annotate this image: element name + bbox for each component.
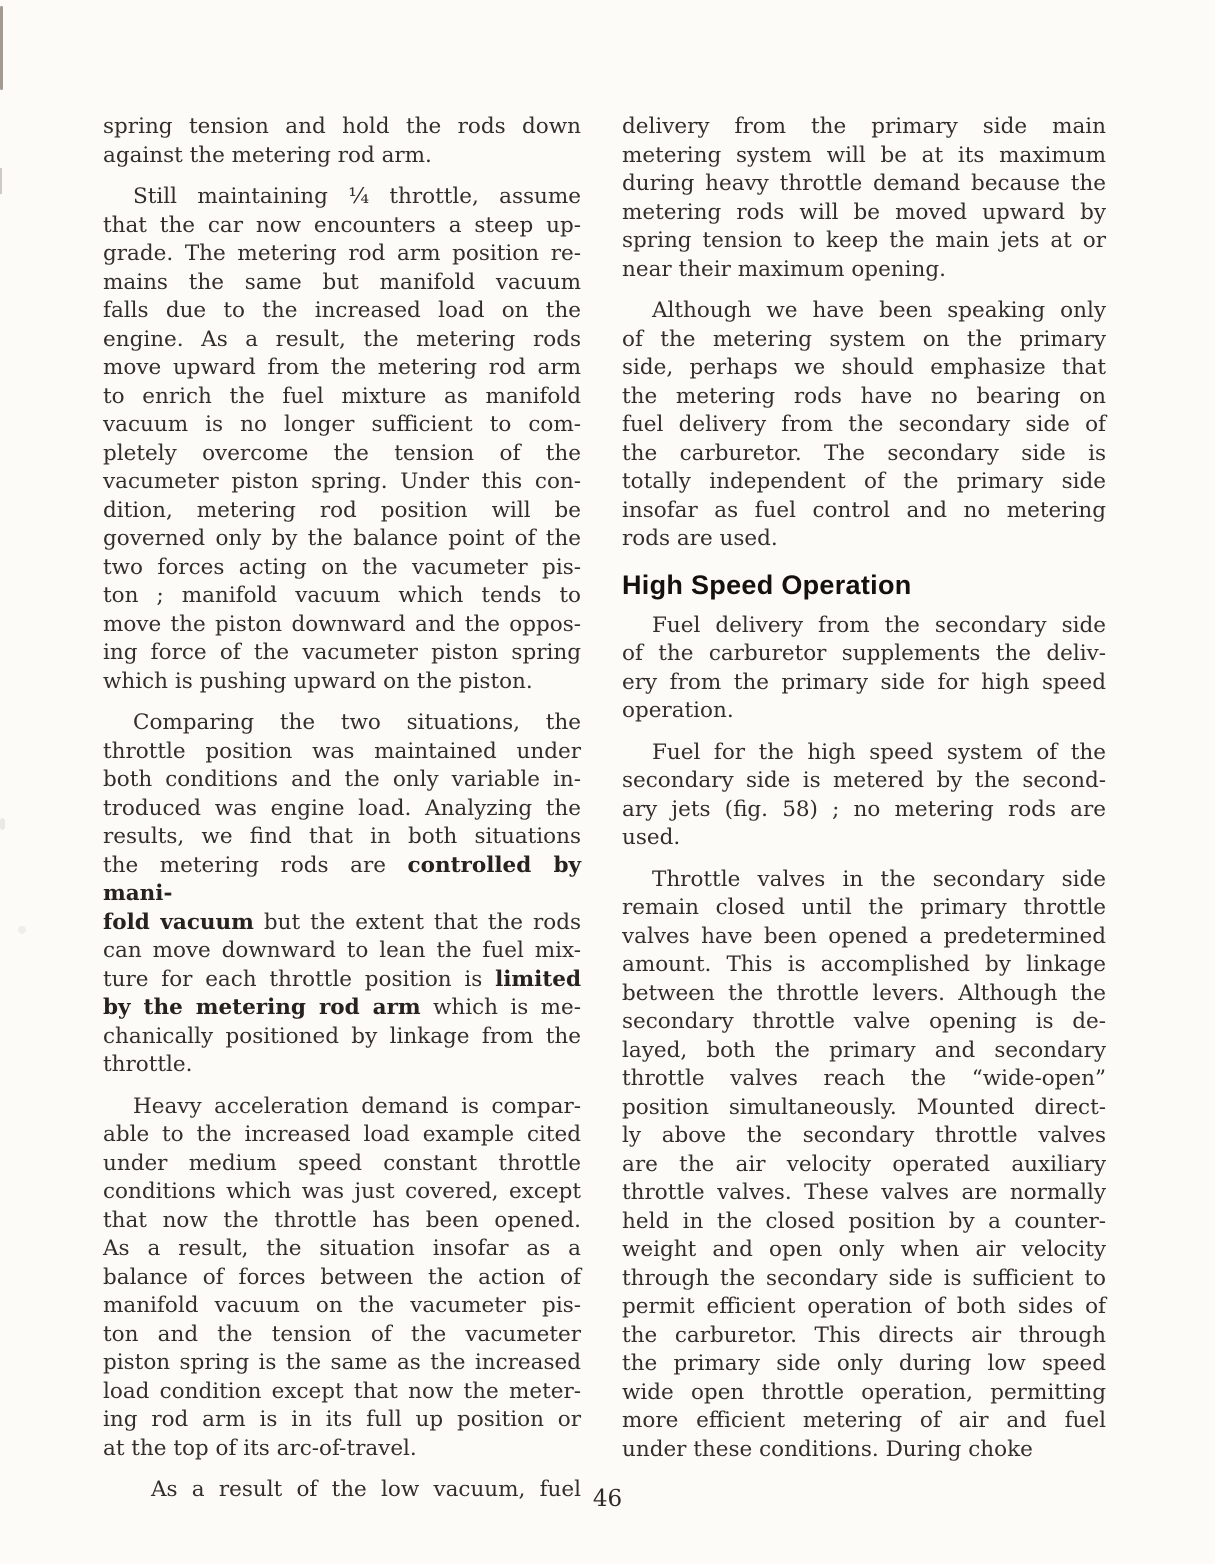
text-line: Fuel for the high speed system of the (652, 739, 1106, 765)
scan-edge-artifact (0, 168, 2, 194)
text-line: Heavy acceleration demand is compar- (133, 1093, 581, 1119)
text-line: which is pushing upward on the piston. (103, 668, 533, 694)
text-line: used. (622, 825, 681, 850)
bold-text: controlled by mani- (103, 852, 581, 906)
text-line: Although we have been speaking only (652, 298, 1106, 323)
text-line: throttle position was maintained under (103, 738, 581, 764)
text-line: the carburetor. This directs air through (622, 1322, 1106, 1348)
paragraph (622, 866, 1106, 1465)
text-line: by the metering rod arm which is me- (103, 995, 581, 1020)
text-line: piston spring is the same as the increased (103, 1350, 581, 1375)
text-line: totally independent of the primary side (622, 469, 1106, 494)
text-line: spring tension and hold the rods down (103, 114, 581, 139)
text-line: fold vacuum but the extent that the rods (103, 909, 581, 935)
text-line: Fuel delivery from the secondary side (652, 612, 1106, 638)
text-line: that the car now encounters a steep up- (103, 212, 581, 238)
text-line: the primary side only during low speed (622, 1351, 1106, 1376)
text-line: both conditions and the only variable in- (103, 767, 581, 792)
text-line: side, perhaps we should emphasize that (622, 355, 1106, 380)
bold-text: by the metering rod arm (103, 995, 421, 1020)
text-line: insofar as fuel control and no metering (622, 497, 1106, 523)
text-line: ary jets (fig. 58) ; no metering rods are (622, 796, 1106, 822)
text-line: chanically positioned by linkage from the (103, 1023, 581, 1049)
text-line: As a result of the low vacuum, fuel (151, 1477, 581, 1502)
text-line: spring tension to keep the main jets at or (622, 228, 1106, 253)
text-line: ture for each throttle position is limited (103, 966, 581, 992)
right-text-column (622, 113, 1106, 1477)
left-text-column (103, 113, 581, 1518)
text-line: ing rod arm is in its full up position or (103, 1407, 581, 1432)
text-line: during heavy throttle demand because the (622, 171, 1106, 196)
text-line: more efficient metering of air and fuel (622, 1408, 1106, 1433)
paragraph (103, 113, 581, 170)
text-line: ton ; manifold vacuum which tends to (103, 583, 581, 608)
text-line: Throttle valves in the secondary side (652, 866, 1106, 892)
paragraph (622, 612, 1106, 726)
text-line: fuel delivery from the secondary side of (622, 412, 1106, 437)
text-line: delivery from the primary side main (622, 114, 1106, 139)
text-line: rods are used. (622, 526, 778, 551)
page-number: 46 (592, 1486, 623, 1512)
text-line: held in the closed position by a counter- (622, 1208, 1106, 1234)
text-line: ly above the secondary throttle valves (622, 1123, 1106, 1148)
text-line: between the throttle levers. Although the (622, 980, 1106, 1006)
text-line: vacuum is no longer sufficient to com- (103, 412, 581, 437)
text-line: of the carburetor supplements the deliv- (622, 641, 1106, 666)
text-line: remain closed until the primary throttle (622, 895, 1106, 920)
text-line: Comparing the two situations, the (133, 710, 581, 735)
text-line: throttle valves. These valves are normally (622, 1180, 1106, 1205)
text-line: vacumeter piston spring. Under this con- (103, 469, 581, 494)
text-line: throttle. (103, 1052, 193, 1077)
paragraph (622, 113, 1106, 284)
text-line: permit efficient operation of both sides of (622, 1294, 1106, 1319)
text-line: wide open throttle operation, permitting (622, 1379, 1106, 1405)
text-line: position simultaneously. Mounted direct- (622, 1094, 1106, 1120)
bold-text: fold vacuum (103, 909, 254, 935)
paragraph (622, 297, 1106, 554)
text-line: ton and the tension of the vacumeter (103, 1321, 581, 1347)
text-line: secondary side is metered by the second- (622, 768, 1106, 793)
text-line: results, we find that in both situations (103, 824, 581, 849)
text-line: Still maintaining ¼ throttle, assume (133, 184, 581, 209)
bold-text: limited (495, 966, 581, 992)
text-line: metering rods will be moved upward by (622, 199, 1106, 225)
text-line: of the metering system on the primary (622, 326, 1106, 352)
text-line: secondary throttle valve opening is de- (622, 1009, 1106, 1034)
text-line: As a result, the situation insofar as a (103, 1236, 581, 1261)
text-line: at the top of its arc-of-travel. (103, 1435, 417, 1461)
text-line: troduced was engine load. Analyzing the (103, 795, 581, 821)
text-line: load condition except that now the meter- (103, 1378, 581, 1404)
text-line: through the secondary side is sufficient to (622, 1265, 1106, 1291)
text-line: grade. The metering rod arm position re- (103, 241, 581, 266)
text-line: governed only by the balance point of the (103, 526, 581, 551)
text-line: mains the same but manifold vacuum (103, 269, 581, 295)
text-line: layed, both the primary and secondary (622, 1037, 1106, 1063)
text-line: amount. This is accomplished by linkage (622, 952, 1106, 977)
text-line: weight and open only when air velocity (622, 1237, 1106, 1262)
paragraph (103, 1093, 581, 1464)
text-line: the carburetor. The secondary side is (622, 440, 1106, 466)
text-line: move upward from the metering rod arm (103, 355, 581, 380)
text-line: can move downward to lean the fuel mix- (103, 938, 581, 963)
text-line: ing force of the vacumeter piston spring (103, 640, 581, 665)
scan-edge-artifact (0, 6, 3, 90)
section-heading: High Speed Operation (622, 569, 912, 600)
text-line: engine. As a result, the metering rods (103, 326, 581, 352)
scan-edge-artifact (18, 926, 26, 934)
scan-edge-artifact (0, 818, 5, 830)
text-line: are the air velocity operated auxiliary (622, 1151, 1106, 1177)
paragraph (103, 183, 581, 696)
text-line: balance of forces between the action of (103, 1264, 581, 1290)
text-line: under medium speed constant throttle (103, 1150, 581, 1176)
text-line: throttle valves reach the “wide-open” (622, 1066, 1106, 1091)
text-line: the metering rods have no bearing on (622, 383, 1106, 409)
text-line: under these conditions. During choke (622, 1436, 1033, 1462)
text-line: ery from the primary side for high speed (622, 669, 1106, 695)
text-line: metering system will be at its maximum (622, 142, 1106, 168)
text-line: pletely overcome the tension of the (103, 440, 581, 466)
text-line: conditions which was just covered, except (103, 1179, 581, 1204)
text-line: against the metering rod arm. (103, 142, 432, 168)
text-line: that now the throttle has been opened. (103, 1207, 581, 1233)
text-line: near their maximum opening. (622, 256, 946, 282)
text-line: able to the increased load example cited (103, 1122, 581, 1147)
paragraph (103, 709, 581, 1080)
text-line: move the piston downward and the oppos- (103, 611, 581, 637)
text-line: manifold vacuum on the vacumeter pis- (103, 1293, 581, 1318)
text-line: dition, metering rod position will be (103, 497, 581, 523)
paragraph (622, 739, 1106, 853)
text-line: operation. (622, 698, 734, 723)
text-line: to enrich the fuel mixture as manifold (103, 383, 581, 409)
text-line: the metering rods are controlled by mani- (103, 852, 581, 906)
text-line: falls due to the increased load on the (103, 298, 581, 323)
text-line: valves have been opened a predetermined (622, 923, 1106, 949)
text-line: two forces acting on the vacumeter pis- (103, 554, 581, 580)
